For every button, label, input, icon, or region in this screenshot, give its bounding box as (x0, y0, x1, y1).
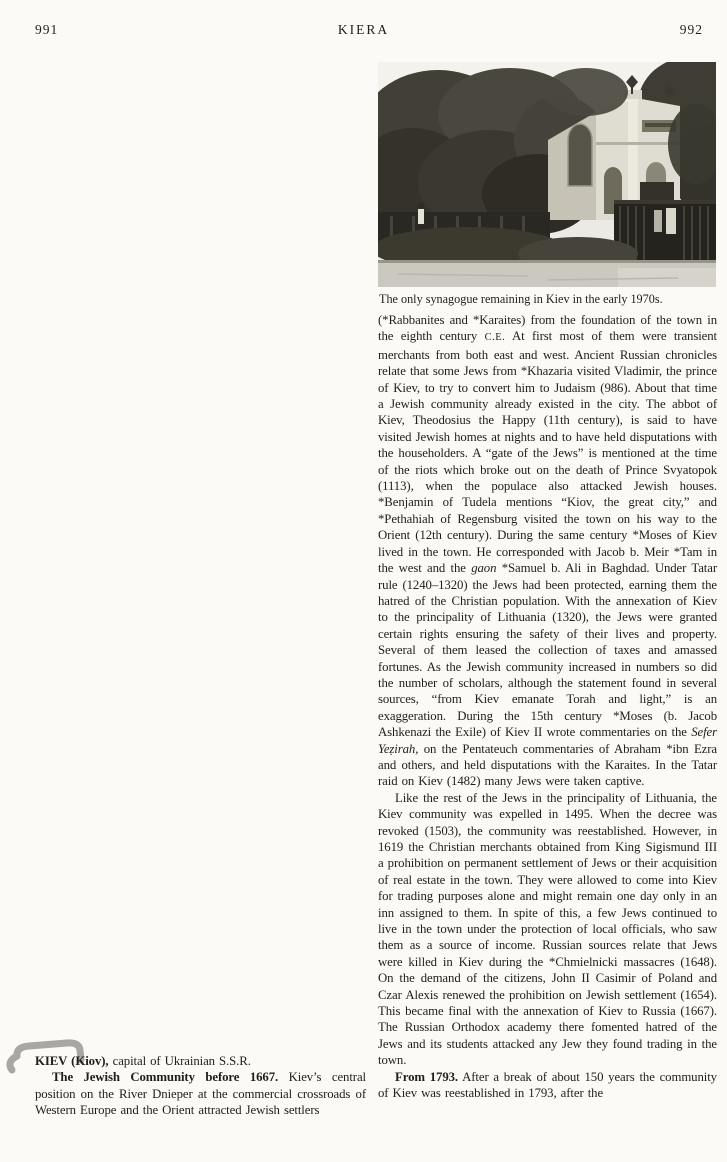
paragraph-entry-intro: The Jewish Community before 1667. Kiev’s central position on the River Dnieper at the commercial crossroads of Western Europe and the Orient attracted Jewish settlers (35, 1070, 367, 1118)
entry-heading: KIEV (Kiov), capital of Ukrainian S.S.R. (35, 1054, 251, 1068)
left-column-entry (35, 1053, 366, 1119)
paragraph-history-early: (*Rabbanites and *Karaites) from the foundation of the town in the eighth century C.E. At first most of them were transient merchants from both east and west. Ancient Russian chronicles relate that some Jews from *Khazaria visited Vladimir, the prince of Kiev, to try to convert him to Judaism (986). About that time a Jewish community already existed in the city. The abbot of Kiev, Theodosius the Happy (11th century), is said to have visited Jewish homes at nights and to have held disputations with the householders. A “gate of the Jews” is mentioned at the time of the riots which broke out on the death of Prince Svyatopok (1113), when the populace also attacked Jewish houses. *Benjamin of Tudela mentions “Kiov, the great city,” and *Pethahiah of Regensburg visited the town on his way to the Orient (12th century). During the same century *Moses of Kiev lived in the town. He corresponded with Jacob b. Meir *Tam in the west and the gaon *Samuel b. Ali in Baghdad. Under Tatar rule (1240–1320) the Jews had been protected, earning them the hatred of the Christian population. With the annexation of Kiev to the principality of Lithuania (1320), the Jews were granted certain rights ensuring the safety of their lives and property. Several of them leased the collection of taxes and amassed fortunes. As the Jewish community increased in numbers so did the number of scholars, although the statement found in several sources, “from Kiev emanate Torah and light,” is an exaggeration. During the 15th century *Moses (b. Jacob Ashkenazi the Exile) of Kiev II wrote commentaries on the Sefer Yeẓirah, on the Pentateuch commentaries of Abraham *ibn Ezra and others, and held disputations with the Karaites. In the Tatar raid on Kiev (1482) many Jews were taken captive. (378, 313, 717, 789)
paragraph-from-1793: From 1793. After a break of about 150 years the community of Kiev was reestablished in 1793, after the (378, 1069, 717, 1101)
page-header (0, 22, 727, 42)
photo-caption: The only synagogue remaining in Kiev in the early 1970s. (379, 292, 663, 306)
right-column (378, 312, 717, 1102)
synagogue-photo (378, 62, 716, 287)
page-number-left: 991 (35, 22, 59, 37)
running-head: KIERA (337, 22, 390, 37)
paragraph-history-lithuania: Like the rest of the Jews in the principality of Lithuania, the Kiev community was expelled in 1495. When the decree was revoked (1503), the community was reestablished. However, in 1619 the Christian merchants obtained from King Sigismund III a prohibition on permanent settlement of Jews or their acquisition of real estate in the town. They were allowed to come into Kiev for trading purposes alone and might remain one day only in an inn assigned to them. In spite of this, a few Jews continued to live in the town under the protection of local officials, who saw them as a source of income. Russian sources relate that Jews were killed in Kiev during the *Chmielnicki massacres (1648). On the demand of the citizens, John II Casimir of Poland and Czar Alexis renewed the prohibition on Jewish settlement (1654). This became final with the annexation of Kiev to Russia (1667). The Russian Orthodox academy there fomented hatred of the Jews and its students attacked any Jew they found trading in the town. (378, 790, 717, 1068)
synagogue-photo-illustration (378, 62, 716, 287)
page-number-right: 992 (679, 22, 703, 37)
